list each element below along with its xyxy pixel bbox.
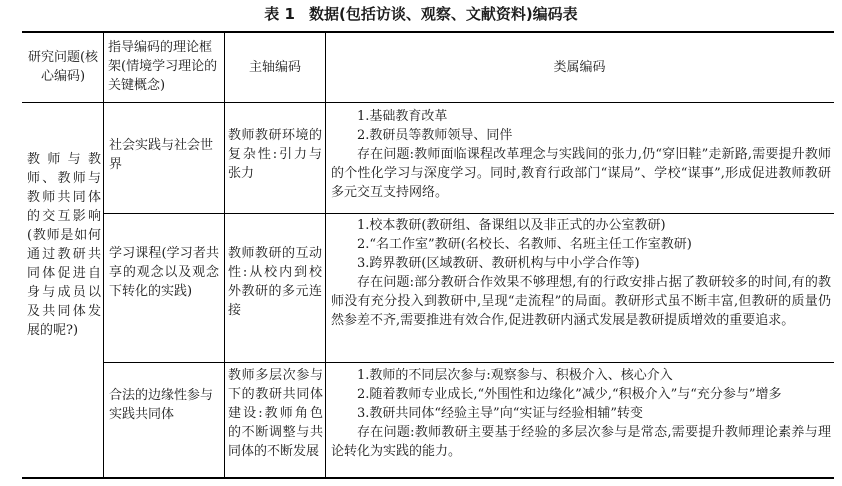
row3-item-3: 3.教研共同体“经验主导”向“实证与经验相辅”转变 (357, 406, 643, 421)
header-framework: 指导编码的理论框架(情境学习理论的关键概念) (108, 40, 218, 93)
row3-category (331, 366, 831, 461)
header-research-question: 研究问题(核心编码) (27, 50, 99, 84)
row3-item-1: 1.教师的不同层次参与:观察参与、积极介入、核心介入 (357, 368, 673, 383)
row1-category (331, 107, 831, 202)
row2-category (331, 216, 831, 330)
table-title (0, 4, 842, 24)
row1-framework: 社会实践与社会世界 (109, 138, 214, 172)
row-divider-1 (103, 213, 834, 214)
row2-axial: 教师教研的互动性:从校内到校外教研的多元连接 (228, 246, 322, 318)
row3-item-2: 2.随着教师专业成长,“外围性和边缘化”减少,“积极介入”与“充分参与”增多 (357, 387, 782, 402)
row1-item-1: 1.基础教育改革 (357, 109, 448, 124)
table-bottom-rule (22, 477, 834, 479)
table-title-text: 数据(包括访谈、观察、文献资料)编码表 (308, 5, 578, 23)
row1-axial: 教师教研环境的复杂性:引力与张力 (228, 128, 322, 181)
row2-item-2: 2.“名工作室”教研(名校长、名教师、名班主任工作室教研) (357, 237, 692, 252)
table-number: 表 1 (264, 5, 295, 23)
core-question: 教师与教师、教师与教师共同体的交互影响(教师是如何通过教研共同体促进自身与成员以及共同体发展的呢?) (27, 152, 101, 338)
row1-problem: 存在问题:教师面临课程改革理念与实践间的张力,仍“穿旧鞋”走新路,需要提升教师的个性化学习与深度学习。同时,教育行政部门“谋局”、学校“谋事”,形成促进教师教研多元交互支持网络。 (331, 147, 831, 200)
row-divider-2 (103, 362, 834, 363)
row1-item-2: 2.教研员等教师领导、同伴 (357, 128, 513, 143)
row2-problem: 存在问题:部分教研合作效果不够理想,有的行政安排占据了教研较多的时间,有的教师没有充分投入到教研中,呈现“走流程”的局面。教研形式虽不断丰富,但教研的质量仍然参差不齐,需要推进有效合作,促进教研内涵式发展是教研提质增效的重要追求。 (331, 275, 831, 328)
row2-framework: 学习课程(学习者共享的观念以及观念下转化的实践) (109, 246, 219, 299)
row3-axial: 教师多层次参与下的教研共同体建设:教师角色的不断调整与共同体的不断发展 (228, 368, 323, 459)
header-axial-coding: 主轴编码 (248, 60, 301, 75)
header-divider (22, 102, 834, 103)
table-top-rule (22, 31, 834, 33)
row3-problem: 存在问题:教师教研主要基于经验的多层次参与是常态,需要提升教师理论素养与理论转化为实践的能力。 (331, 425, 831, 459)
row2-item-3: 3.跨界教研(区域教研、教研机构与中小学合作等) (357, 256, 640, 271)
column-divider-2 (224, 33, 225, 477)
row3-framework: 合法的边缘性参与实践共同体 (109, 388, 214, 422)
column-divider-1 (103, 33, 104, 477)
header-category-coding: 类属编码 (553, 60, 606, 75)
column-divider-3 (325, 33, 326, 477)
row2-item-1: 1.校本教研(教研组、备课组以及非正式的办公室教研) (357, 218, 666, 233)
